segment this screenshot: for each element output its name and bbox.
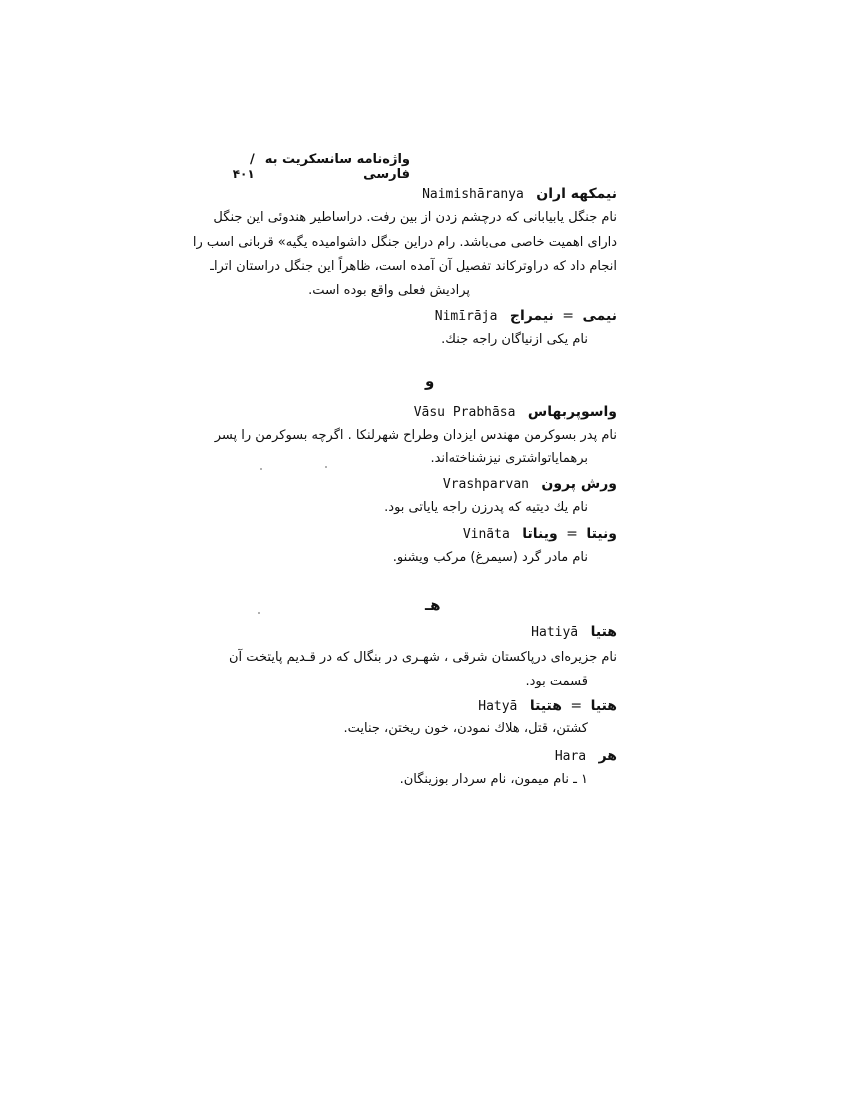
entry-headword (463, 526, 617, 542)
entry-headword (555, 748, 617, 764)
page-header-separator (230, 152, 255, 182)
equals-sign: = (570, 698, 583, 714)
entry-headword (422, 186, 617, 202)
definition-line: قسمت بود. (525, 674, 588, 689)
headword-persian: هتیا (590, 698, 617, 714)
entry-headword (443, 476, 617, 492)
headword-persian: واسوپربهاس (527, 404, 617, 420)
page-header-title: واژه‌نامه سانسکریت به فارسی (264, 152, 410, 182)
headword-variant: ویناتا (522, 526, 558, 542)
headword-transliteration: Vrashparvan (442, 477, 529, 492)
scan-speck (260, 468, 262, 470)
equals-sign: = (562, 308, 575, 324)
entry-headword (414, 404, 617, 420)
headword-persian: ونیتا (586, 526, 617, 542)
headword-transliteration: Vāsu Prabhāsa (413, 405, 516, 420)
headword-transliteration: Nimīrāja (434, 309, 498, 324)
definition-line: ۱ ـ نام میمون، نام سردار بوزینگان. (399, 772, 588, 787)
definition-line: دارای اهمیت خاصی می‌باشد. رام دراین جنگل داشوامیده یگیه» قربانی اسب را (192, 235, 617, 250)
headword-transliteration: Vinãta (462, 527, 510, 542)
headword-persian: ورش پرون (541, 476, 617, 492)
definition-line: نام یك دیتیه که پدرزن راجه یاياتی بود. (384, 500, 588, 515)
definition-line: کشتن، قتل، هلاك نمودن، خون ریختن، جنایت. (343, 721, 588, 736)
headword-variant: نیمراج (509, 308, 554, 324)
entry-headword (531, 624, 617, 640)
definition-line: نام مادر گرد (سیمرغ) مرکب ویشنو. (392, 550, 588, 565)
scan-speck (325, 466, 327, 468)
definition-line: نام یکی ازنیاگان راجه جنك. (441, 332, 588, 347)
section-letter: و (425, 372, 435, 390)
definition-line: نام جزیره‌ای درپاکستان شرقی ، شهـری در بنگال که در قـدیم پایتخت آن (228, 650, 617, 665)
headword-persian: نیمکهه اران (536, 186, 617, 202)
definition-line: انجام داد که دراوترکاند تفصیل آن آمده است، ظاهراً این جنگل دراستان اتراـ (210, 259, 617, 274)
headword-variant: هتیتا (529, 698, 562, 714)
section-letter: هـ (425, 596, 441, 614)
definition-line: نام جنگل یابیابانی که درچشم زدن از بین رفت. دراساطیر هندوئی این جنگل (213, 210, 617, 225)
definition-line: پرادیش فعلی واقع بوده است. (308, 283, 470, 298)
definition-line: نام پدر بسوکرمن مهندس ایزدان وطراح شهرلنکا . اگرچه بسوکرمن را پسر (214, 428, 617, 443)
equals-sign: = (566, 526, 578, 542)
page-number: ۴۰۱ (232, 167, 255, 181)
headword-persian: هر (598, 748, 617, 764)
page-header (230, 152, 410, 182)
headword-transliteration: Hatyā (478, 699, 518, 714)
headword-persian: هتیا (590, 624, 617, 640)
entry-headword (435, 308, 617, 324)
definition-line: برهمایاتواشتری نیزشناخته‌اند. (430, 451, 588, 466)
headword-transliteration: Naimishāranya (422, 187, 524, 202)
headword-persian: نیمی (582, 308, 617, 324)
scan-speck (258, 612, 260, 614)
headword-transliteration: Hatiyā (531, 625, 579, 640)
entry-headword (478, 698, 617, 714)
header-separator: / (249, 152, 255, 167)
headword-transliteration: Hara (554, 749, 587, 764)
